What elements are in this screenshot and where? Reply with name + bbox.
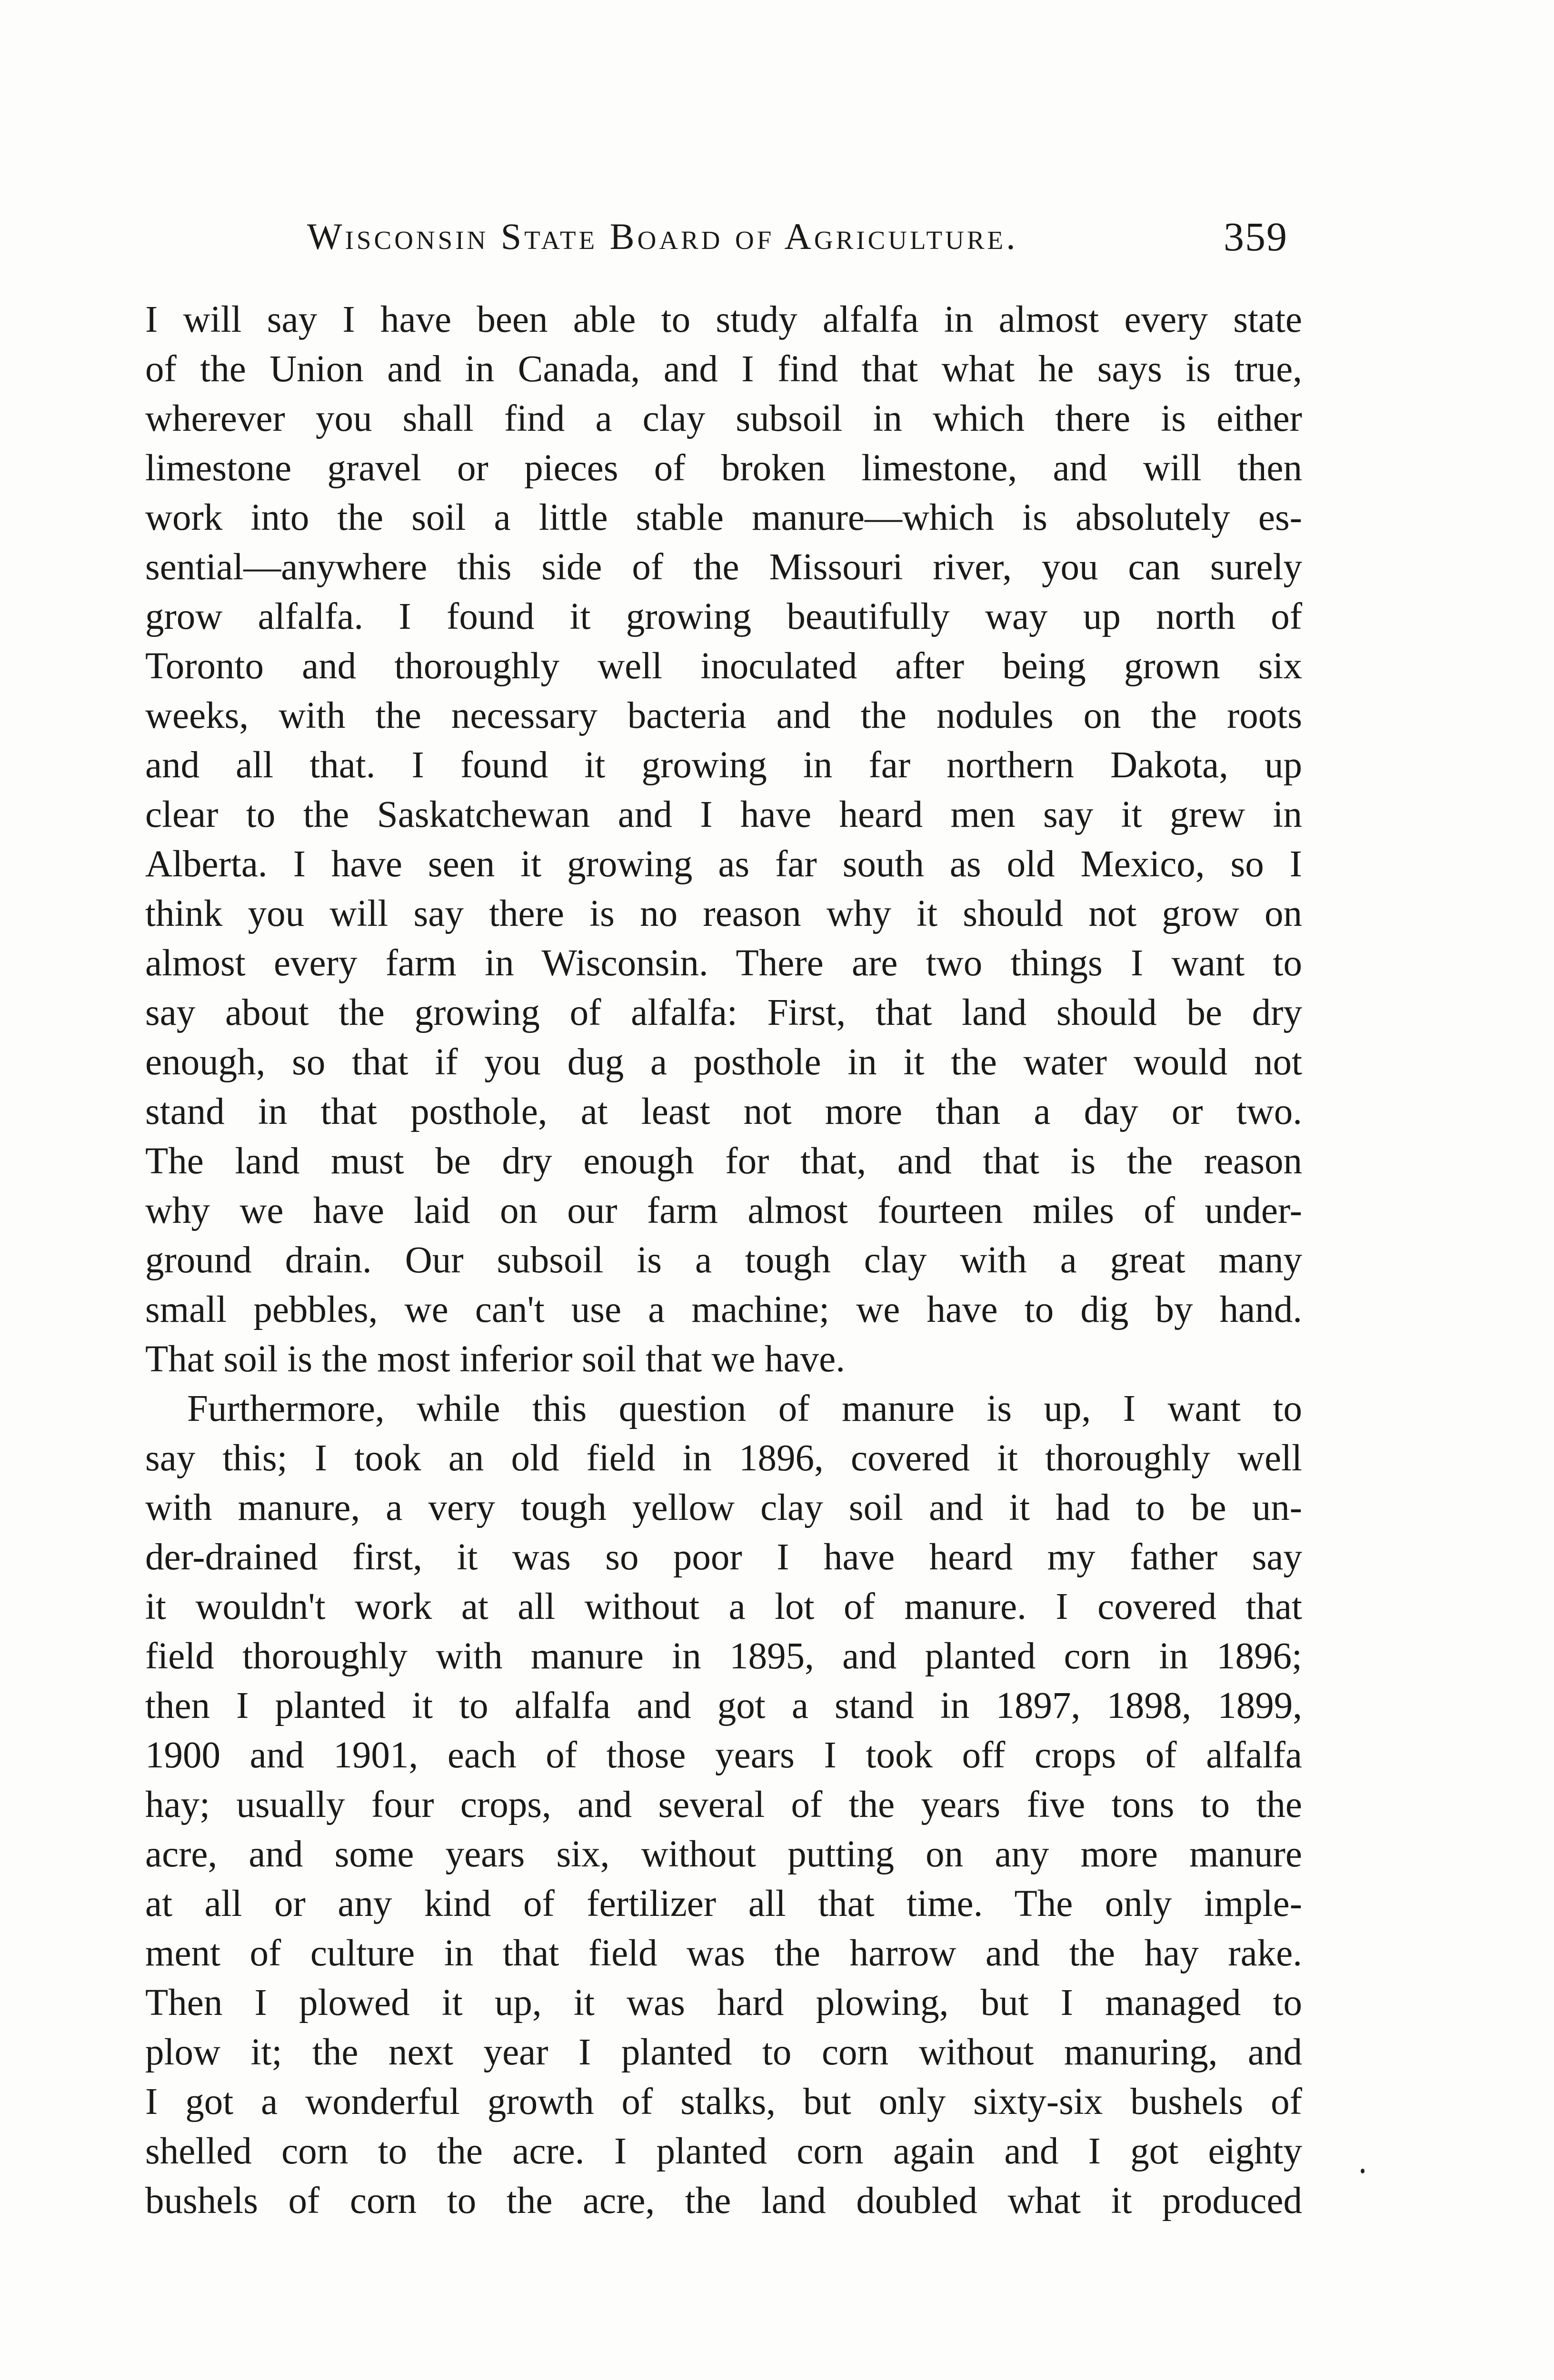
text-line: say about the growing of alfalfa: First, that land should be dry xyxy=(145,992,1302,1033)
text-line: acre, and some years six, without putting on any more manure xyxy=(145,1834,1302,1875)
text-line: sential—anywhere this side of the Missouri river, you can surely xyxy=(145,546,1302,588)
text-line: Alberta. I have seen it growing as far south as old Mexico, so I xyxy=(145,843,1302,885)
text-line: weeks, with the necessary bacteria and the nodules on the roots xyxy=(145,695,1302,736)
text-line: I will say I have been able to study alfalfa in almost every state xyxy=(145,299,1302,340)
text-line: der-drained first, it was so poor I have heard my father say xyxy=(145,1537,1302,1578)
text-line: say this; I took an old field in 1896, covered it thoroughly well xyxy=(145,1438,1302,1479)
text-line: I got a wonderful growth of stalks, but only sixty-six bushels of xyxy=(145,2081,1302,2122)
text-line: plow it; the next year I planted to corn without manuring, and xyxy=(145,2032,1302,2073)
paragraph xyxy=(145,295,1302,1384)
text-line: Toronto and thoroughly well inoculated after being grown six xyxy=(145,645,1302,687)
text-line: 1900 and 1901, each of those years I took off crops of alfalfa xyxy=(145,1735,1302,1776)
text-line: and all that. I found it growing in far northern Dakota, up xyxy=(145,744,1302,786)
text-line: think you will say there is no reason why it should not grow on xyxy=(145,893,1302,934)
text-line: The land must be dry enough for that, and that is the reason xyxy=(145,1140,1302,1182)
text-line: hay; usually four crops, and several of the years five tons to the xyxy=(145,1784,1302,1825)
text-line: That soil is the most inferior soil that we have. xyxy=(145,1339,845,1380)
text-line: almost every farm in Wisconsin. There are two things I want to xyxy=(145,942,1302,984)
text-line: with manure, a very tough yellow clay soil and it had to be un- xyxy=(145,1487,1302,1528)
text-line: bushels of corn to the acre, the land doubled what it produced xyxy=(145,2180,1302,2221)
text-line: grow alfalfa. I found it growing beautifully way up north of xyxy=(145,596,1302,637)
text-line: wherever you shall find a clay subsoil in which there is either xyxy=(145,398,1302,439)
text-line: Furthermore, while this question of manure is up, I want to xyxy=(187,1388,1302,1429)
text-line: Then I plowed it up, it was hard plowing, but I managed to xyxy=(145,1982,1302,2023)
text-line: at all or any kind of fertilizer all that time. The only imple- xyxy=(145,1883,1302,1924)
text-line: it wouldn't work at all without a lot of manure. I covered that xyxy=(145,1586,1302,1627)
body-text xyxy=(145,295,1302,2226)
text-line: stand in that posthole, at least not more than a day or two. xyxy=(145,1091,1302,1132)
text-line: clear to the Saskatchewan and I have heard men say it grew in xyxy=(145,794,1302,835)
text-line: field thoroughly with manure in 1895, and planted corn in 1896; xyxy=(145,1636,1302,1677)
text-line: of the Union and in Canada, and I find that what he says is true, xyxy=(145,348,1302,390)
text-line: enough, so that if you dug a posthole in it the water would not xyxy=(145,1041,1302,1083)
text-line: shelled corn to the acre. I planted corn again and I got eighty xyxy=(145,2131,1302,2172)
text-line: why we have laid on our farm almost fourteen miles of under- xyxy=(145,1190,1302,1231)
page-number: 359 xyxy=(1224,214,1288,259)
running-head xyxy=(145,206,1312,268)
text-line: work into the soil a little stable manure—which is absolutely es- xyxy=(145,497,1302,538)
ink-speck xyxy=(1361,2169,1365,2173)
text-line: small pebbles, we can't use a machine; we have to dig by hand. xyxy=(145,1289,1302,1330)
text-line: ground drain. Our subsoil is a tough clay with a great many xyxy=(145,1240,1302,1281)
text-line: then I planted it to alfalfa and got a stand in 1897, 1898, 1899, xyxy=(145,1685,1302,1726)
paragraph xyxy=(145,1384,1302,2226)
text-line: limestone gravel or pieces of broken limestone, and will then xyxy=(145,447,1302,489)
running-title: Wisconsin State Board of Agriculture. xyxy=(307,216,1018,257)
text-line: ment of culture in that field was the harrow and the hay rake. xyxy=(145,1933,1302,1974)
